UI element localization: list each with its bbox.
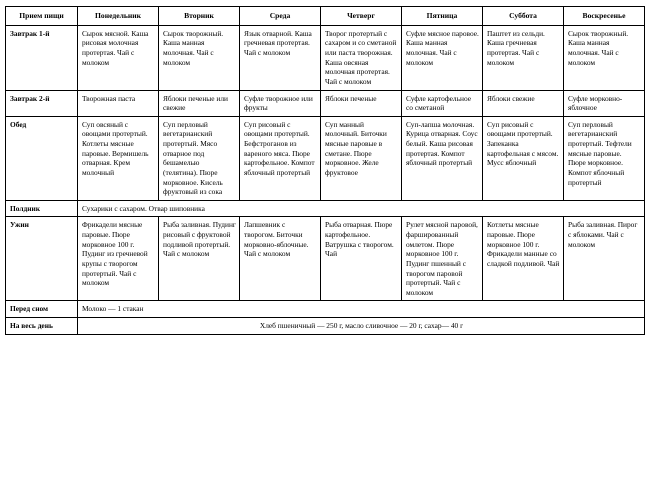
row-label-breakfast-1: Завтрак 1-й	[6, 25, 78, 90]
cell-lunch-wednesday: Суп рисовый с овощами протертый. Бефстроганов из вареного мяса. Пюре картофельное. Компот яблочный протертый	[240, 116, 321, 200]
cell-breakfast2-saturday: Яблоки свежие	[483, 90, 564, 116]
cell-breakfast1-friday: Суфле мясное паровое. Каша манная молочная. Чай с молоком	[402, 25, 483, 90]
table-row	[6, 318, 645, 335]
cell-breakfast2-friday: Суфле картофельное со сметаной	[402, 90, 483, 116]
row-label-lunch: Обед	[6, 116, 78, 200]
row-label-breakfast-2: Завтрак 2-й	[6, 90, 78, 116]
cell-breakfast2-tuesday: Яблоки печеные или свежие	[159, 90, 240, 116]
column-header-friday: Пятница	[402, 7, 483, 26]
table-row	[6, 90, 645, 116]
table-row	[6, 25, 645, 90]
cell-breakfast2-sunday: Суфле морковно-яблочное	[564, 90, 645, 116]
cell-dinner-sunday: Рыба заливная. Пирог с яблоками. Чай с молоком	[564, 217, 645, 301]
column-header-tuesday: Вторник	[159, 7, 240, 26]
column-header-wednesday: Среда	[240, 7, 321, 26]
row-label-afternoon-snack: Полдник	[6, 200, 78, 217]
cell-breakfast2-wednesday: Суфле творожное или фрукты	[240, 90, 321, 116]
column-header-thursday: Четверг	[321, 7, 402, 26]
cell-breakfast2-monday: Творожная паста	[78, 90, 159, 116]
cell-lunch-tuesday: Суп перловый вегетарианский протертый. Мясо отварное под бешамелью (телятина). Пюре морковное. Кисель фруктовый из сока	[159, 116, 240, 200]
cell-lunch-sunday: Суп перловый вегетарианский протертый. Тефтели мясные паровые. Пюре морковное. Компот яблочный протертый	[564, 116, 645, 200]
cell-breakfast2-thursday: Яблоки печеные	[321, 90, 402, 116]
table-row	[6, 301, 645, 318]
cell-breakfast1-wednesday: Язык отварной. Каша гречневая протертая. Чай с молоком	[240, 25, 321, 90]
table-row	[6, 217, 645, 301]
cell-dinner-tuesday: Рыба заливная. Пудинг рисовый с фруктовой подливой протертый. Чай с молоком	[159, 217, 240, 301]
table-row	[6, 200, 645, 217]
cell-afternoon-snack-all-days: Сухарики с сахаром. Отвар шиповника	[78, 200, 645, 217]
column-header-saturday: Суббота	[483, 7, 564, 26]
table-body	[6, 25, 645, 334]
row-label-before-bed: Перед сном	[6, 301, 78, 318]
column-header-monday: Понедельник	[78, 7, 159, 26]
weekly-menu-table	[5, 6, 645, 335]
cell-breakfast1-sunday: Сырок творожный. Каша манная молочная. Чай с молоком	[564, 25, 645, 90]
cell-dinner-thursday: Рыба отварная. Пюре картофельное. Ватрушка с творогом. Чай	[321, 217, 402, 301]
cell-breakfast1-saturday: Паштет из сельди. Каша гречневая протертая. Чай с молоком	[483, 25, 564, 90]
cell-lunch-monday: Суп овсяный с овощами протертый. Котлеты мясные паровые. Вермишель отварная. Крем молочный	[78, 116, 159, 200]
cell-lunch-thursday: Суп манный молочный. Биточки мясные паровые в сметане. Пюре морковное. Желе фруктовое	[321, 116, 402, 200]
row-label-dinner: Ужин	[6, 217, 78, 301]
cell-breakfast1-tuesday: Сырок творожный. Каша манная молочная. Чай с молоком	[159, 25, 240, 90]
cell-dinner-wednesday: Лапшевник с творогом. Биточки морковно-яблочные. Чай с молоком	[240, 217, 321, 301]
table-header-row	[6, 7, 645, 26]
cell-breakfast1-thursday: Творог протертый с сахаром и со сметаной или паста творожная. Каша овсяная молочная протертая. Чай с молоком	[321, 25, 402, 90]
cell-before-bed-all-days: Молоко — 1 стакан	[78, 301, 645, 318]
cell-lunch-friday: Суп-лапша молочная. Курица отварная. Соус белый. Каша рисовая протертая. Компот яблочный протертый	[402, 116, 483, 200]
column-header-meal: Прием пищи	[6, 7, 78, 26]
cell-whole-day-staples: Хлеб пшеничный — 250 г, масло сливочное — 20 г, сахар— 40 г	[78, 318, 645, 335]
cell-dinner-friday: Рулет мясной паровой, фаршированный омлетом. Пюре морковное 100 г. Пудинг пшенный с творогом паровой протертый. Чай с молоком	[402, 217, 483, 301]
cell-lunch-saturday: Суп рисовый с овощами протертый. Запеканка картофельная с мясом. Мусс яблочный	[483, 116, 564, 200]
cell-dinner-saturday: Котлеты мясные паровые. Пюре морковное 100 г. Фрикадели манные со сладкой подливой. Чай	[483, 217, 564, 301]
column-header-sunday: Воскресенье	[564, 7, 645, 26]
table-row	[6, 116, 645, 200]
table-head	[6, 7, 645, 26]
row-label-whole-day: На весь день	[6, 318, 78, 335]
cell-dinner-monday: Фрикадели мясные паровые. Пюре морковное 100 г. Пудинг из гречневой крупы с творогом протертый. Чай с молоком	[78, 217, 159, 301]
cell-breakfast1-monday: Сырок мясной. Каша рисовая молочная протертая. Чай с молоком	[78, 25, 159, 90]
